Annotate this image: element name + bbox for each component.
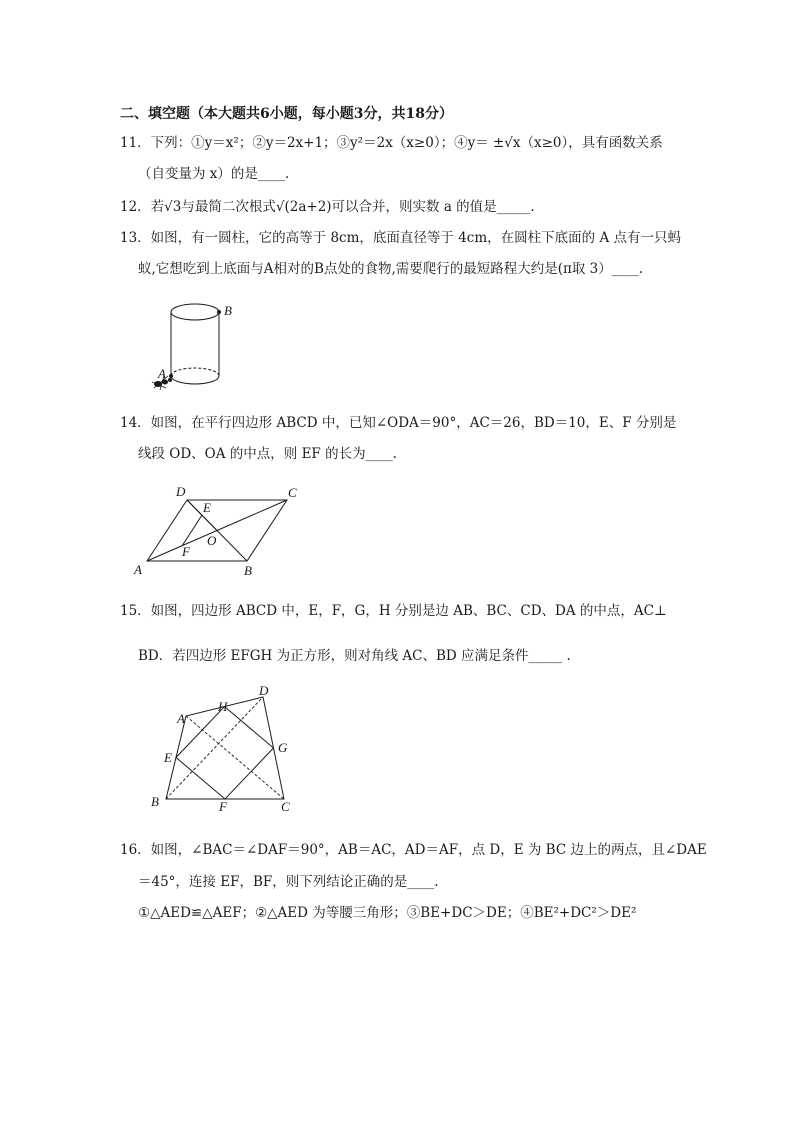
label-f: F	[219, 799, 227, 814]
label-o: O	[207, 533, 217, 548]
question-16-line-1: 16．如图，∠BAC＝∠DAF＝90°，AB＝AC，AD＝AF，点 D，E 为 BC 边上的两点，且∠DAE	[120, 842, 707, 858]
label-a: A	[134, 562, 142, 577]
question-14-line-2: 线段 OD、OA 的中点，则 EF 的长为____.	[138, 446, 397, 462]
question-15-line-1: 15．如图，四边形 ABCD 中，E，F，G，H 分别是边 AB、BC、CD、DA 的中点，AC⊥	[120, 603, 667, 619]
label-f: F	[182, 544, 190, 559]
point-b	[217, 310, 221, 314]
label-c: C	[288, 485, 297, 500]
label-c: C	[281, 799, 290, 814]
label-b: B	[224, 303, 232, 318]
question-12-line-1: 12．若√3与最简二次根式√(2a+2)可以合并，则实数 a 的值是_____.	[120, 199, 535, 215]
parallelogram-figure	[132, 484, 312, 580]
cylinder-top-ellipse	[171, 304, 219, 320]
cylinder-bottom-back-arc	[171, 368, 219, 376]
label-a: A	[177, 711, 185, 726]
label-a: A	[158, 366, 166, 381]
label-g: G	[278, 740, 288, 755]
question-16-line-2: ＝45°，连接 EF，BF，则下列结论正确的是____.	[138, 874, 439, 890]
point-a	[169, 374, 173, 378]
cylinder-figure	[140, 296, 250, 396]
label-e: E	[203, 500, 211, 515]
question-14-line-1: 14．如图，在平行四边形 ABCD 中，已知∠ODA＝90°，AC＝26，BD＝10，E、F 分别是	[120, 415, 677, 431]
label-b: B	[151, 794, 159, 809]
question-16-line-3: ①△AED≌△AEF；②△AED 为等腰三角形；③BE+DC＞DE；④BE²+DC²＞DE²	[138, 905, 637, 921]
quadrilateral-figure	[146, 684, 306, 814]
question-13-line-2: 蚁,它想吃到上底面与A相对的B点处的食物,需要爬行的最短路程大约是(π取 3）____.	[138, 261, 644, 277]
question-11-line-2: （自变量为 x）的是____.	[138, 166, 290, 182]
question-11-line-1: 11．下列：①y＝x²；②y＝2x+1；③y²＝2x（x≥0）；④y＝ ±√x（x≥0），具有函数关系	[120, 135, 663, 151]
label-b: B	[244, 563, 252, 578]
question-15-line-2: BD．若四边形 EFGH 为正方形，则对角线 AC、BD 应满足条件_____ .	[138, 648, 571, 664]
section-title: 二、填空题（本大题共6小题，每小题3分，共18分）	[120, 106, 453, 122]
label-d: D	[176, 484, 186, 499]
label-h: H	[218, 699, 228, 714]
label-e: E	[164, 750, 172, 765]
cylinder-bottom-front-arc	[171, 376, 219, 384]
segment-od	[187, 500, 217, 531]
question-13-line-1: 13．如图，有一圆柱，它的高等于 8cm，底面直径等于 4cm，在圆柱下底面的 A 点有一只蚂	[120, 230, 681, 246]
label-d: D	[259, 684, 269, 698]
